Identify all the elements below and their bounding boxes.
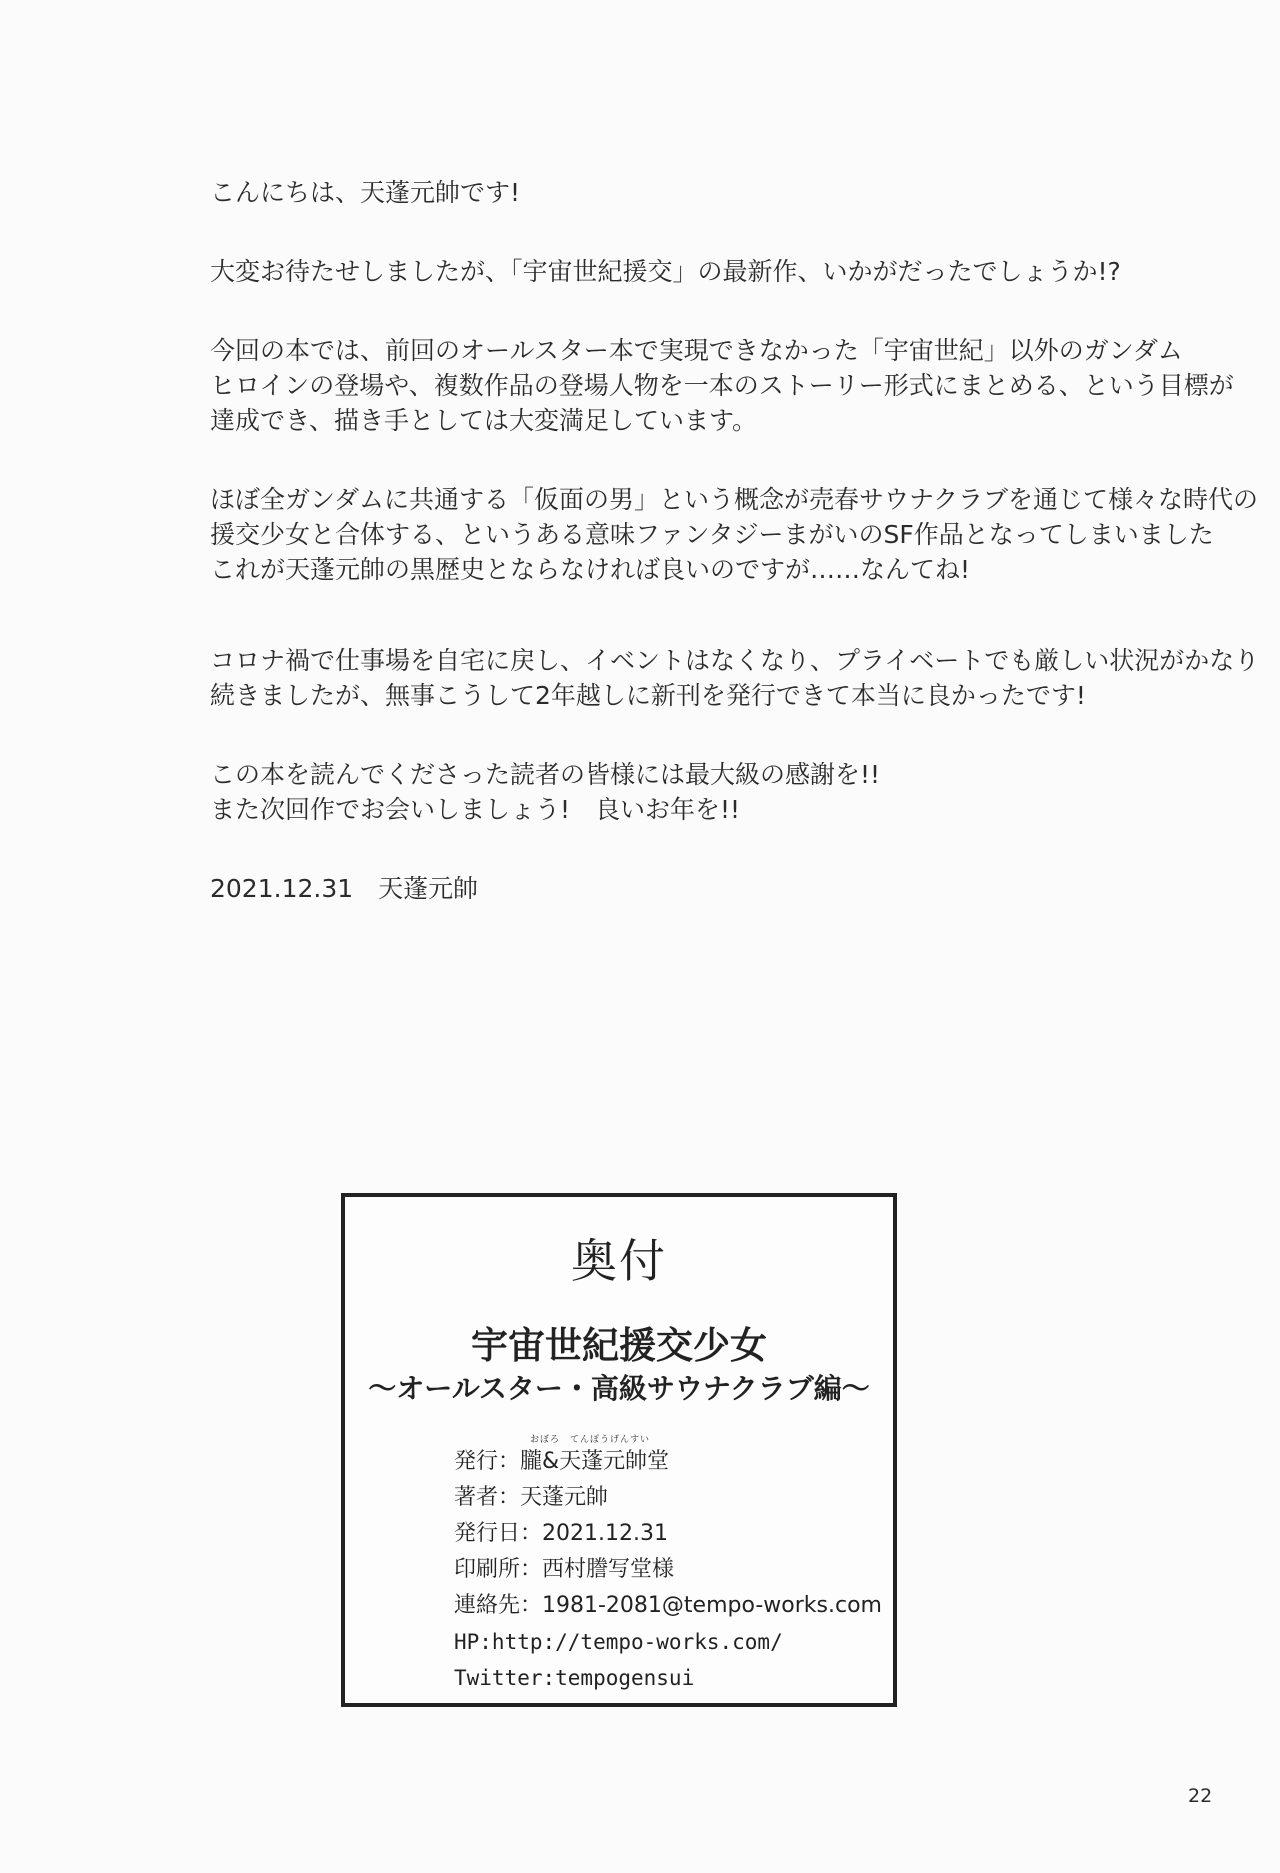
book-subtitle: ～オールスター・高級サウナクラブ編～ xyxy=(368,1372,870,1405)
signature: 2021.12.31 天蓬元帥 xyxy=(210,874,479,903)
author-line: 著者：天蓬元帥 xyxy=(454,1485,609,1510)
afterword-line: ヒロインの登場や、複数作品の登場人物を一本のストーリー形式にまとめる、という目標が xyxy=(210,371,1234,400)
publisher-ruby: おぼろ てんぽうげんすい xyxy=(530,1435,651,1445)
colophon-details xyxy=(454,1435,882,1696)
twitter-line: Twitter:tempogensui xyxy=(454,1666,695,1690)
afterword-line: 今回の本では、前回のオールスター本で実現できなかった「宇宙世紀」以外のガンダム xyxy=(210,336,1183,365)
afterword-paragraph: 大変お待たせしましたが、「宇宙世紀援交」の最新作、いかがだったでしょうか!? xyxy=(210,257,1121,286)
colophon-box xyxy=(341,1193,897,1707)
publisher-text: 発行：朧&天蓬元帥堂 xyxy=(454,1449,670,1474)
book-title: 宇宙世紀援交少女 xyxy=(471,1324,767,1367)
homepage-line: HP:http://tempo-works.com/ xyxy=(454,1630,783,1654)
afterword-line: 援交少女と合体する、というある意味ファンタジーまがいのSF作品となってしまいました xyxy=(210,520,1214,549)
afterword-line: また次回作でお会いしましょう! 良いお年を!! xyxy=(210,795,741,824)
page-number: 22 xyxy=(1188,1785,1213,1807)
afterword-line: ほぼ全ガンダムに共通する「仮面の男」という概念が売春サウナクラブを通じて様々な時代の xyxy=(210,485,1259,514)
afterword-text xyxy=(210,175,1260,906)
contact-line: 連絡先：1981-2081@tempo-works.com xyxy=(454,1593,882,1618)
afterword-line: 続きましたが、無事こうして2年越しに新刊を発行できて本当に良かったです! xyxy=(210,681,1086,710)
afterword-line: この本を読んでくださった読者の皆様には最大級の感謝を!! xyxy=(210,760,881,789)
publish-date-line: 発行日：2021.12.31 xyxy=(454,1521,668,1546)
afterword-line: 達成でき、描き手としては大変満足しています。 xyxy=(210,406,758,435)
colophon-heading: 奥付 xyxy=(571,1234,667,1288)
afterword-line: これが天蓬元帥の黒歴史とならなければ良いのですが……なんてね! xyxy=(210,555,971,584)
printer-line: 印刷所：西村謄写堂様 xyxy=(454,1557,675,1582)
greeting: こんにちは、天蓬元帥です! xyxy=(210,178,521,207)
publisher-line xyxy=(454,1435,874,1480)
afterword-line: コロナ禍で仕事場を自宅に戻し、イベントはなくなり、プライベートでも厳しい状況がかなり xyxy=(210,646,1260,675)
